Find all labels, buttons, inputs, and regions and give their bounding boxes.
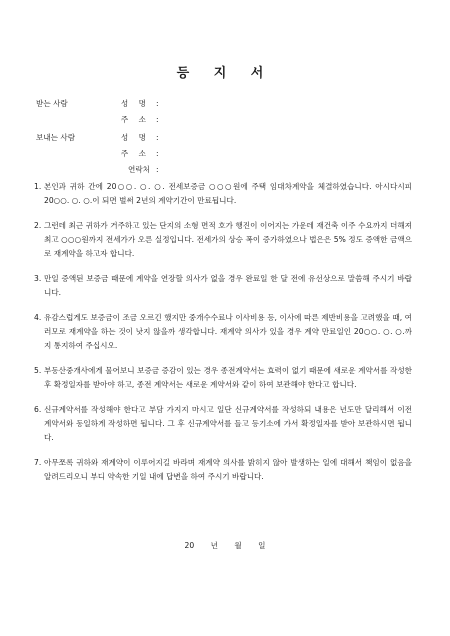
- sender-row-name: [36, 130, 159, 146]
- paragraph-item-5: [34, 364, 412, 392]
- sender-field-key: 연락처: [127, 165, 150, 174]
- paragraph-number: 6.: [34, 405, 42, 414]
- paragraph-item-6: [34, 403, 412, 445]
- receiver-row-name: [36, 96, 159, 112]
- paragraph-number: 1.: [34, 182, 42, 191]
- receiver-block: [36, 96, 159, 128]
- document-title: 등 지 서: [176, 66, 274, 81]
- receiver-field-key: 성 명: [120, 99, 150, 108]
- sender-field-key: 주 소: [120, 149, 150, 158]
- paragraph-text: 본인과 귀하 간에 20○○. ○. ○. 전세보증금 ○○○원에 주택 임대차계약을 체결하였습니다. 아시다시피 20○○. ○. ○.이 되면 벌써 2년의 계약기간이 만료됩니다.: [44, 182, 412, 205]
- paragraph-item-3: [34, 272, 412, 300]
- paragraph-number: 4.: [34, 313, 42, 322]
- receiver-label: 받는 사람: [36, 99, 68, 108]
- sender-row-address: [36, 146, 159, 162]
- paragraph-text: 신규계약서를 작성해야 한다고 부담 가지지 마시고 일단 신규계약서를 작성하되 내용은 년도만 달리해서 이전 계약서와 동일하게 작성하면 됩니다. 그 후 신규계약서를 들고 등기소에 가서 확정일자를 받아 보관하시면 됩니다.: [44, 405, 412, 442]
- paragraph-item-7: [34, 456, 412, 484]
- sender-block: [36, 130, 159, 178]
- sender-row-contact: [36, 162, 159, 178]
- receiver-field-sep: :: [156, 115, 159, 124]
- sender-field-sep: :: [156, 133, 159, 142]
- paragraph-number: 2.: [34, 221, 42, 230]
- receiver-field-sep: :: [156, 99, 159, 108]
- paragraph-text: 아무쪼록 귀하와 재계약이 이루어지길 바라며 재계약 의사를 밝히지 않아 발생하는 일에 대해서 책임이 없음을 알려드리오니 부디 약속한 기일 내에 답변을 하여 주시기 바랍니다.: [44, 458, 412, 481]
- sender-label: 보내는 사람: [36, 133, 76, 142]
- receiver-row-address: [36, 112, 159, 128]
- sender-field-sep: :: [156, 149, 159, 158]
- paragraph-text: 부동산중개사에게 물어보니 보증금 증감이 있는 경우 종전계약서는 효력이 없기 때문에 새로운 계약서를 작성한 후 확정일자를 받아야 하고, 종전 계약서는 새로운 계약서와 같이 하여 보관해야 한다고 합니다.: [44, 366, 412, 389]
- paragraph-item-4: [34, 311, 412, 353]
- paragraph-number: 3.: [34, 274, 42, 283]
- paragraph-number: 5.: [34, 366, 42, 375]
- paragraph-item-2: [34, 219, 412, 261]
- paragraph-text: 만일 증액된 보증금 때문에 계약을 연장할 의사가 없을 경우 완료일 한 달 전에 유선상으로 말씀해 주시기 바랍니다.: [44, 274, 412, 297]
- sender-field-key: 성 명: [120, 133, 150, 142]
- paragraph-number: 7.: [34, 458, 42, 467]
- sender-field-sep: :: [156, 165, 159, 174]
- paragraph-item-1: [34, 180, 412, 208]
- paragraph-text: 그런데 최근 귀하가 거주하고 있는 단지의 소형 면적 호가 행진이 이어지는 가운데 재건축 이주 수요까지 더해져 최고 ○○○원까지 전세가가 오른 실정입니다. 전세가의 상승 폭이 증가하였으나 법은은 5% 정도 증액한 금액으로 재계약을 하고자 합니다.: [44, 221, 412, 258]
- paragraph-text: 유감스럽게도 보증금이 조금 오르긴 했지만 중개수수료나 이사비용 등, 이사에 따른 제반비용을 고려했을 때, 여러모로 재계약을 하는 것이 낫지 않을까 생각합니다. 재계약 의사가 있을 경우 계약 만료일인 20○○. ○. ○.까지 통지하여 주십시오.: [44, 313, 412, 350]
- document-body: [34, 180, 412, 484]
- receiver-field-key: 주 소: [120, 115, 150, 124]
- date-line: 20 년 월 일: [184, 541, 266, 550]
